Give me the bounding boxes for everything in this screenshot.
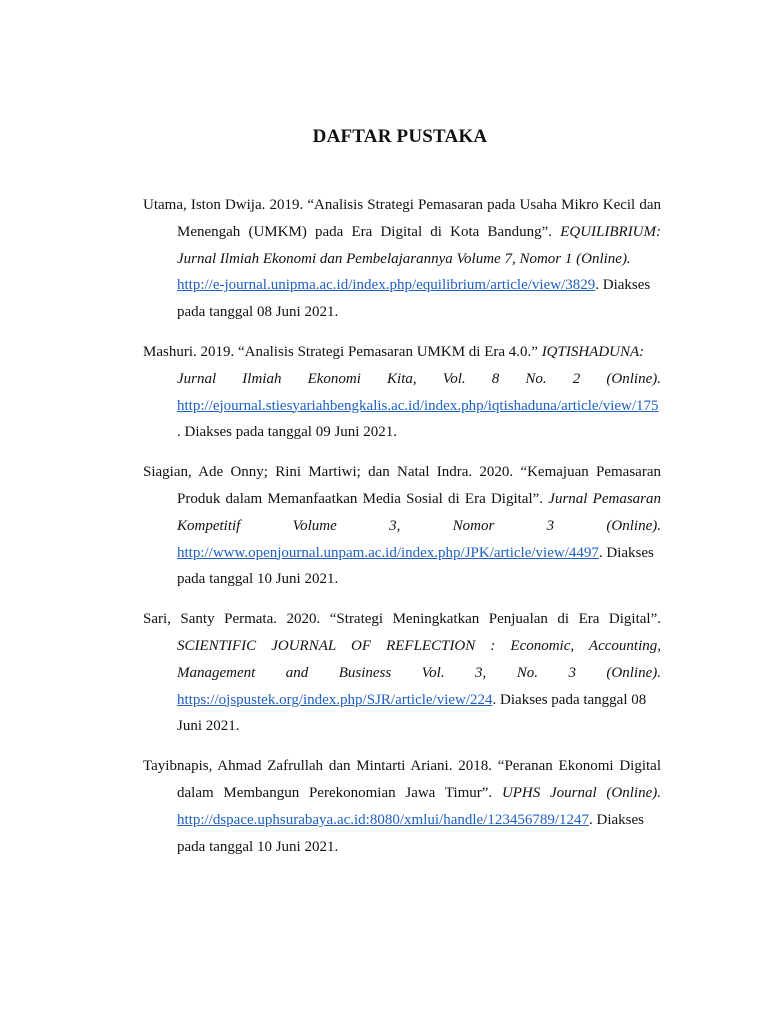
reference-line [143,780,661,807]
access-date: pada tanggal 10 Juni 2021. [177,838,339,855]
access-text: . Diakses pada tanggal 08 [492,691,647,708]
reference-text: Mashuri. 2019. “Analisis Strategi Pemasaran UMKM di Era 4.0.” [143,343,538,360]
journal-name: UPHS Journal (Online). [501,784,661,801]
journal-name: IQTISHADUNA: [541,343,645,360]
reference-link[interactable]: http://e-journal.unipma.ac.id/index.php/equilibrium/article/view/3829 [177,277,596,294]
reference-line [143,393,661,420]
journal-name: Jurnal Pemasaran [548,490,661,507]
access-date: . Diakses pada tanggal 09 Juni 2021. [177,424,397,441]
reference-link[interactable]: http://dspace.uphsurabaya.ac.id:8080/xmlui/handle/123456789/1247 [177,811,590,828]
reference-line: Tayibnapis, Ahmad Zafrullah dan Mintarti Ariani. 2018. “Peranan Ekonomi Digital [143,758,661,775]
journal-name: Jurnal Ilmiah Ekonomi dan Pembelajarannya Volume 7, Nomor 1 (Online). [177,250,631,267]
access-text: . Diakses [598,544,654,561]
reference-entry [143,753,661,860]
reference-line [143,687,661,714]
access-date: pada tanggal 08 Juni 2021. [177,304,339,321]
journal-name: Kompetitif Volume 3, Nomor 3 (Online). [177,517,661,534]
reference-line [143,219,661,246]
reference-line [143,807,661,834]
reference-line [143,339,661,366]
reference-text: dalam Membangun Perekonomian Jawa Timur”. [177,784,493,801]
reference-link[interactable]: https://ojspustek.org/index.php/SJR/article/view/224 [177,691,493,708]
reference-line [143,540,661,567]
reference-entry [143,339,661,446]
reference-entry [143,606,661,740]
reference-text: Produk dalam Memanfaatkan Media Sosial di Era Digital”. [177,490,544,507]
reference-link[interactable]: http://ejournal.stiesyariahbengkalis.ac.id/index.php/iqtishaduna/article/view/175 [177,397,659,414]
journal-name: EQUILIBRIUM: [560,223,661,240]
access-date: pada tanggal 10 Juni 2021. [177,571,339,588]
reference-entry [143,459,661,593]
reference-link[interactable]: http://www.openjournal.unpam.ac.id/index.php/JPK/article/view/4497 [177,544,599,561]
journal-name: Management and Business Vol. 3, No. 3 (Online). [177,664,661,681]
reference-entry [143,192,661,326]
page-title: DAFTAR PUSTAKA [312,126,488,147]
reference-line: Siagian, Ade Onny; Rini Martiwi; dan Natal Indra. 2020. “Kemajuan Pemasaran [143,464,661,481]
reference-line: Utama, Iston Dwija. 2019. “Analisis Strategi Pemasaran pada Usaha Mikro Kecil dan [143,197,661,213]
access-text: . Diakses [595,277,651,294]
access-text: . Diakses [589,811,645,828]
reference-list [143,192,661,873]
reference-line [143,272,661,299]
reference-text: Menengah (UMKM) pada Era Digital di Kota Bandung”. [177,223,553,240]
access-date: Juni 2021. [177,718,240,735]
journal-name: Jurnal Ilmiah Ekonomi Kita, Vol. 8 No. 2 (Online). [177,370,661,387]
reference-line: Sari, Santy Permata. 2020. “Strategi Meningkatkan Penjualan di Era Digital”. [143,611,661,628]
journal-name: SCIENTIFIC JOURNAL OF REFLECTION : Economic, Accounting, [177,637,661,654]
reference-line [143,486,661,513]
